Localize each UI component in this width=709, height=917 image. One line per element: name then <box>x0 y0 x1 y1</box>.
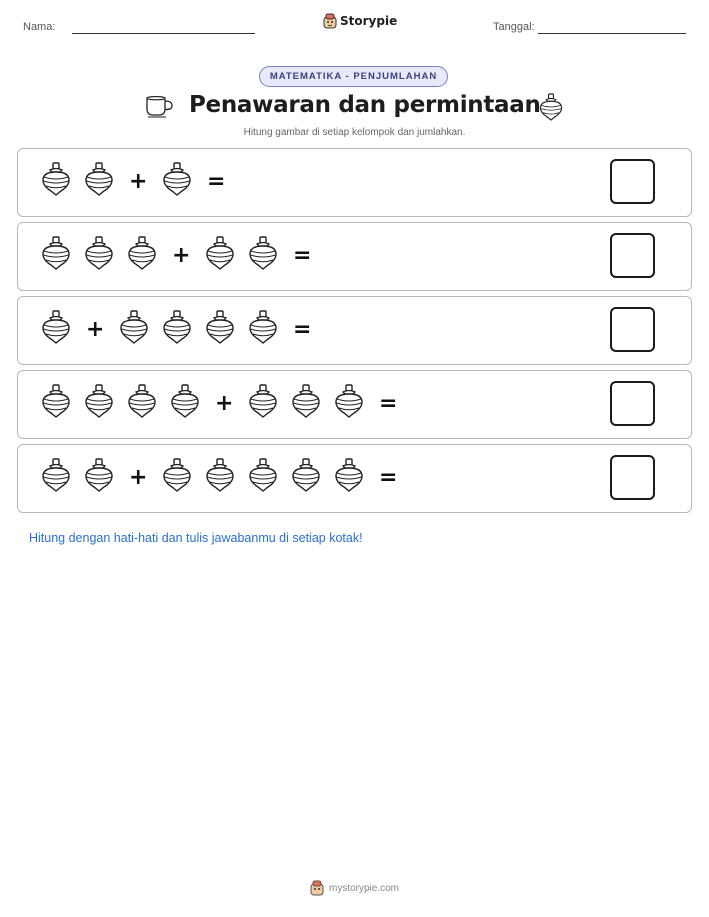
equals-sign: = <box>379 465 398 490</box>
closing-instruction: Hitung dengan hati-hati dan tulis jawabanmu di setiap kotak! <box>29 531 363 545</box>
footer <box>0 880 709 896</box>
worksheet-header <box>0 0 709 50</box>
spinning-top-icon <box>126 235 158 276</box>
spinning-top-icon <box>204 309 236 350</box>
page-title: Penawaran dan permintaan <box>189 92 541 118</box>
equals-sign: = <box>379 391 398 416</box>
spinning-top-icon <box>333 457 365 498</box>
name-field[interactable] <box>72 33 255 34</box>
spinning-top-icon <box>169 383 201 424</box>
problem-row <box>17 296 692 365</box>
date-label: Tanggal: <box>493 21 535 33</box>
brand-name: Storypie <box>340 14 398 28</box>
instructions-subtitle: Hitung gambar di setiap kelompok dan jumlahkan. <box>243 127 466 138</box>
spinning-top-icon <box>333 383 365 424</box>
spinning-top-icon <box>83 235 115 276</box>
date-field[interactable] <box>538 33 686 34</box>
problem-row <box>17 370 692 439</box>
problem-row <box>17 222 692 291</box>
spinning-top-icon <box>247 235 279 276</box>
spinning-top-icon <box>118 309 150 350</box>
spinning-top-icon <box>40 161 72 202</box>
answer-box[interactable] <box>610 381 655 426</box>
plus-sign: + <box>86 317 105 342</box>
equals-sign: = <box>293 317 312 342</box>
plus-sign: + <box>215 391 234 416</box>
footer-url[interactable]: mystorypie.com <box>328 882 399 894</box>
spinning-top-icon <box>290 457 322 498</box>
problem-row <box>17 148 692 217</box>
spinning-top-icon <box>538 92 564 122</box>
plus-sign: + <box>129 169 148 194</box>
spinning-top-icon <box>204 235 236 276</box>
spinning-top-icon <box>40 383 72 424</box>
spinning-top-icon <box>40 235 72 276</box>
equals-sign: = <box>293 243 312 268</box>
spinning-top-icon <box>204 457 236 498</box>
subject-badge: MATEMATIKA - PENJUMLAHAN <box>259 66 448 87</box>
spinning-top-icon <box>161 161 193 202</box>
spinning-top-icon <box>161 457 193 498</box>
spinning-top-icon <box>247 457 279 498</box>
name-label: Nama: <box>23 21 56 33</box>
spinning-top-icon <box>83 457 115 498</box>
plus-sign: + <box>129 465 148 490</box>
spinning-top-icon <box>83 383 115 424</box>
storypie-mascot-icon <box>323 13 337 29</box>
storypie-mascot-icon <box>310 880 324 896</box>
equals-sign: = <box>207 169 226 194</box>
brand-logo <box>323 13 397 29</box>
spinning-top-icon <box>247 309 279 350</box>
spinning-top-icon <box>40 457 72 498</box>
spinning-top-icon <box>161 309 193 350</box>
answer-box[interactable] <box>610 233 655 278</box>
plus-sign: + <box>172 243 191 268</box>
spinning-top-icon <box>126 383 158 424</box>
cup-icon <box>144 94 174 118</box>
title-row <box>0 92 709 124</box>
spinning-top-icon <box>40 309 72 350</box>
spinning-top-icon <box>247 383 279 424</box>
answer-box[interactable] <box>610 307 655 352</box>
spinning-top-icon <box>290 383 322 424</box>
answer-box[interactable] <box>610 159 655 204</box>
answer-box[interactable] <box>610 455 655 500</box>
spinning-top-icon <box>83 161 115 202</box>
problem-row <box>17 444 692 513</box>
